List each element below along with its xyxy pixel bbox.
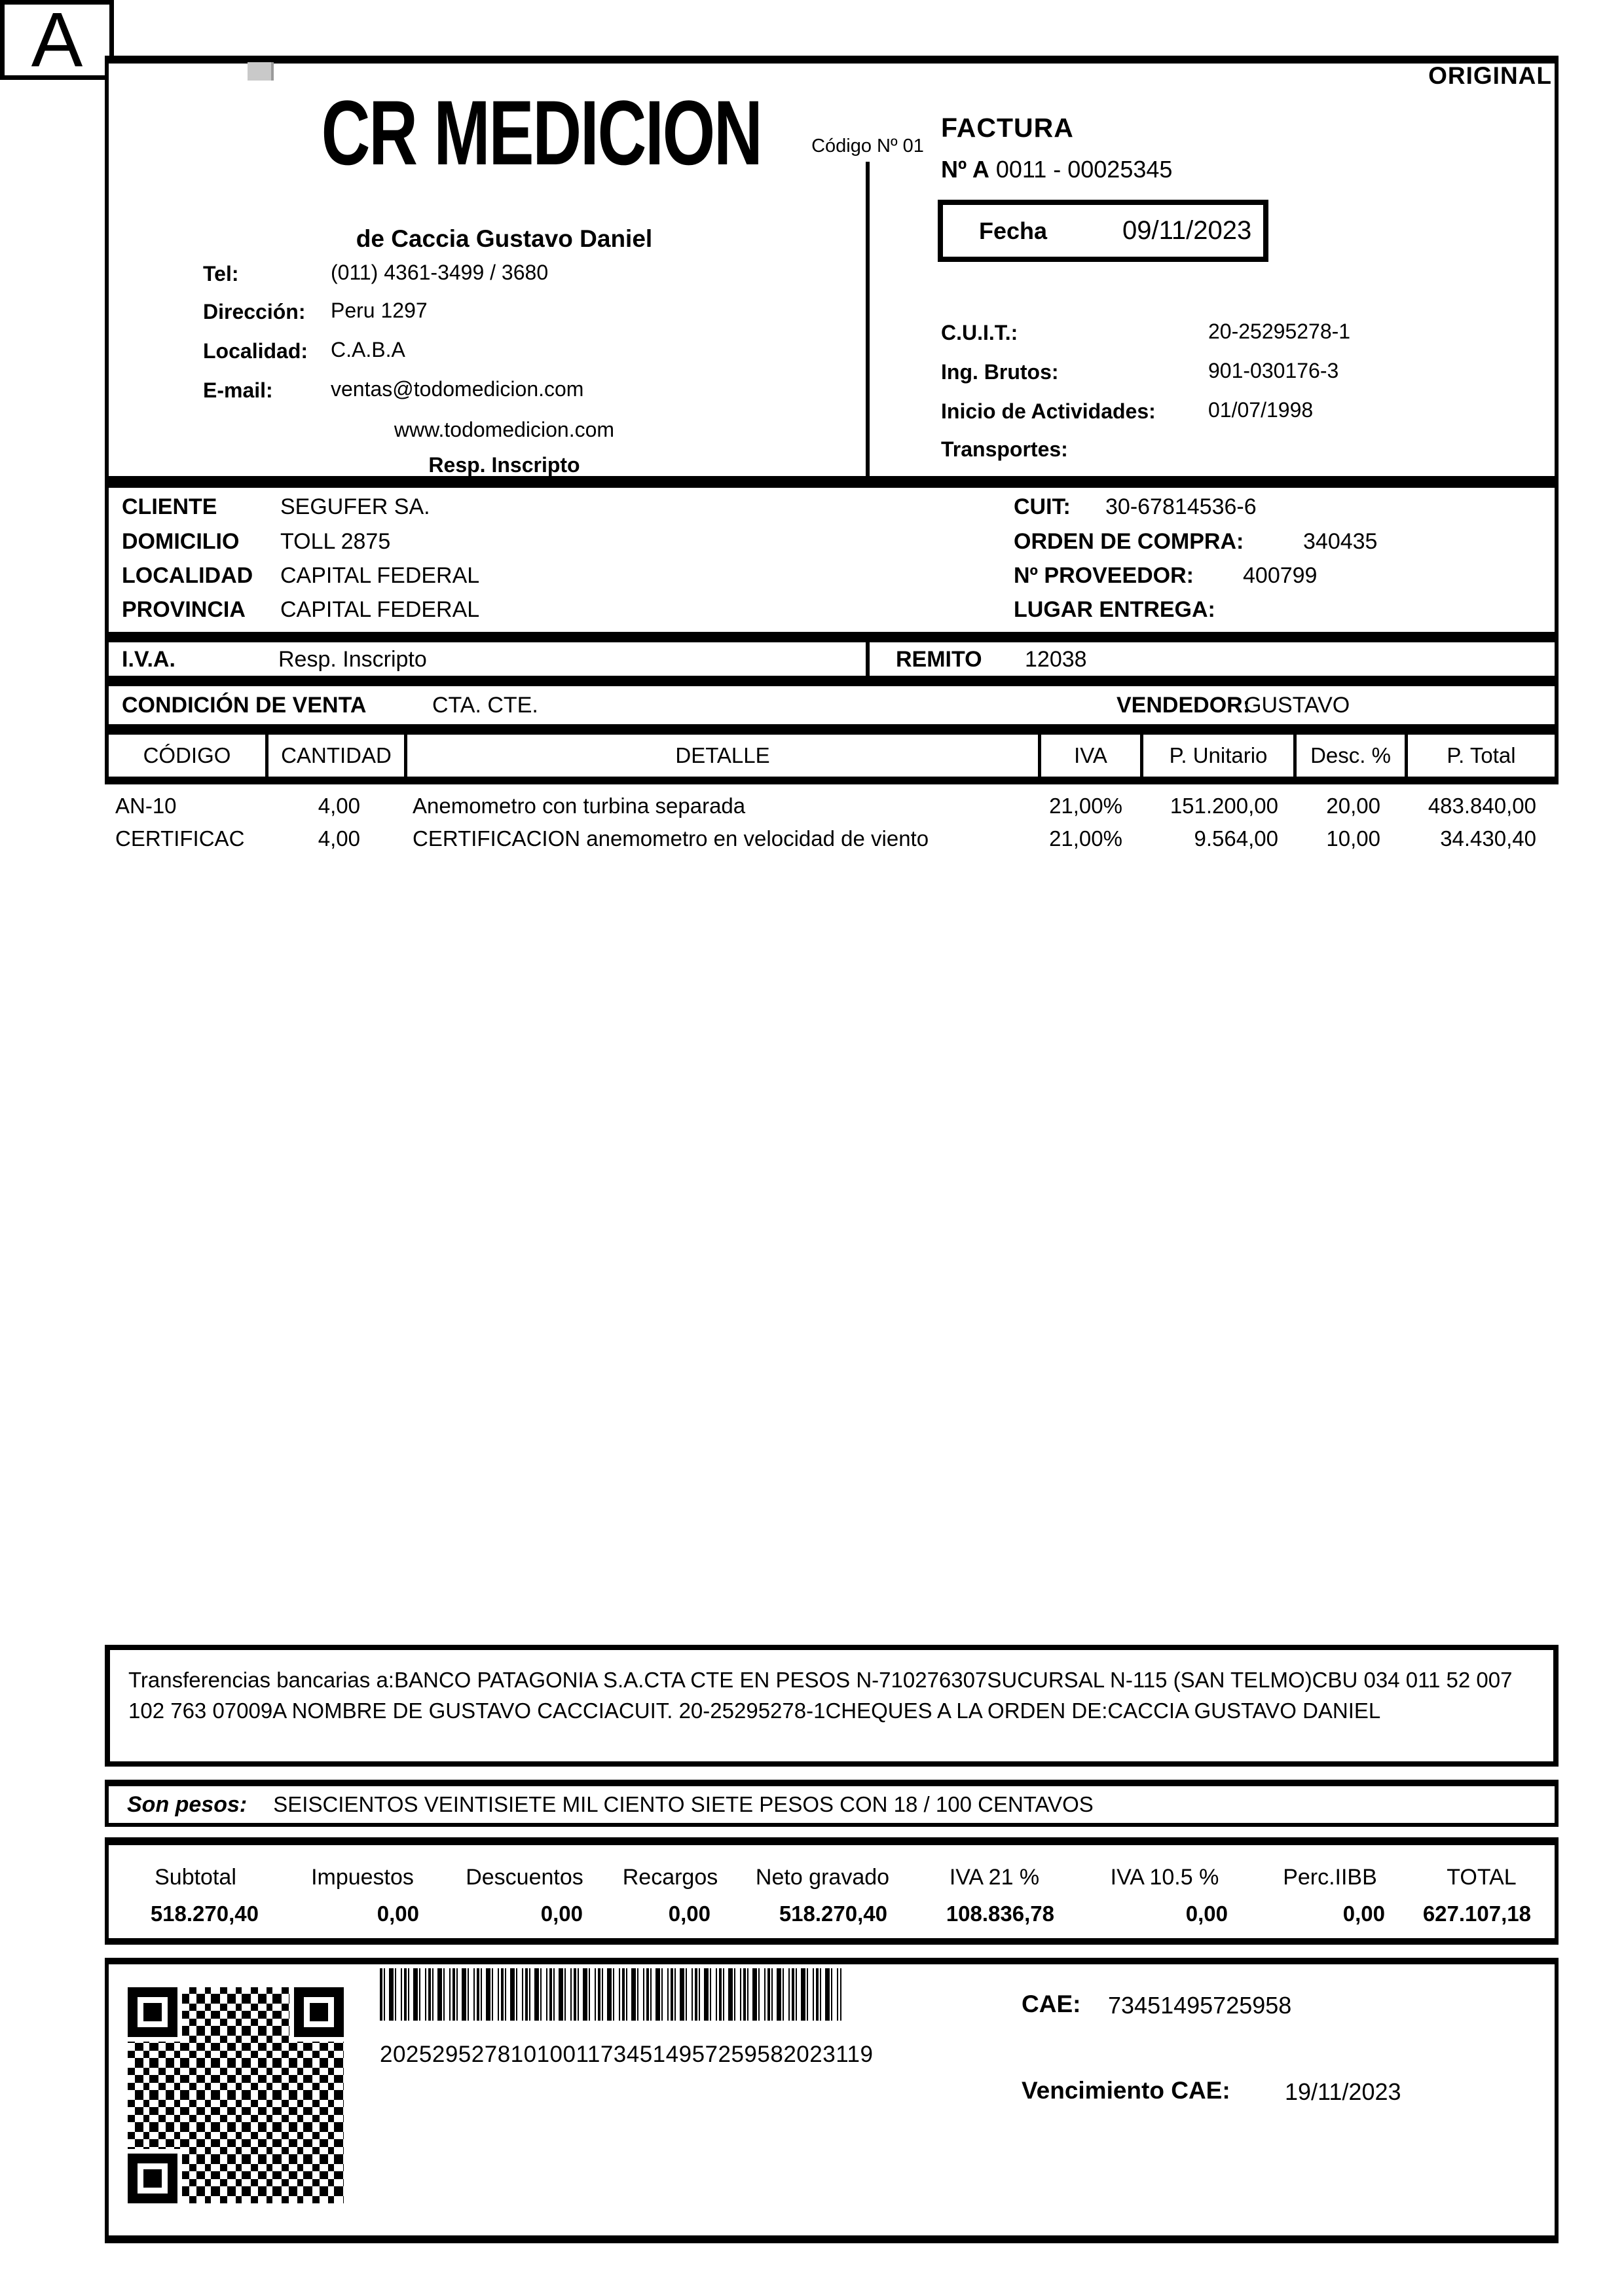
client-province-label: PROVINCIA	[122, 597, 246, 622]
qr-finder-top-left	[128, 1987, 177, 2037]
client-province: CAPITAL FEDERAL	[280, 597, 480, 622]
cae-label: CAE:	[1022, 1991, 1081, 2017]
item-row	[109, 794, 1555, 818]
company-website: www.todomedicion.com	[394, 418, 615, 441]
iva105-label: IVA 10.5 %	[1110, 1865, 1219, 1890]
item-code: AN-10	[115, 794, 177, 818]
date-value: 09/11/2023	[1122, 216, 1252, 245]
totals-values	[109, 1901, 1555, 1926]
address-value: Peru 1297	[331, 299, 428, 322]
invoice-letter: A	[31, 0, 83, 83]
item-iva: 21,00%	[1049, 826, 1122, 851]
item-discount: 20,00	[1326, 794, 1380, 818]
company-logo: CR MEDICION	[321, 81, 762, 184]
item-detail: Anemometro con turbina separada	[413, 794, 746, 818]
remito-label: REMITO	[896, 647, 982, 672]
items-table-header	[105, 728, 1559, 784]
remito-number: 12038	[1025, 647, 1087, 672]
vendor-number: 400799	[1243, 563, 1318, 588]
city-label: Localidad:	[203, 339, 308, 363]
client-label: CLIENTE	[122, 494, 217, 519]
invoice-letter-box	[0, 0, 114, 83]
client-name: SEGUFER SA.	[280, 494, 430, 519]
qr-finder-bottom-left	[128, 2154, 177, 2203]
item-code: CERTIFICAC	[115, 826, 245, 851]
item-quantity: 4,00	[318, 826, 360, 851]
item-iva: 21,00%	[1049, 794, 1122, 818]
iva-label: I.V.A.	[122, 647, 175, 672]
iva-value: Resp. Inscripto	[278, 647, 427, 672]
item-detail: CERTIFICACION anemometro en velocidad de viento	[413, 826, 929, 851]
col-header-code: CÓDIGO	[109, 735, 268, 777]
perc-iibb-label: Perc.IIBB	[1283, 1865, 1377, 1890]
taxes-value: 0,00	[377, 1901, 419, 1926]
qr-finder-top-right	[294, 1987, 344, 2037]
subtotal-value: 518.270,40	[150, 1901, 259, 1926]
delivery-place-label: LUGAR ENTREGA:	[1014, 597, 1215, 622]
cae-barcode-number: 20252952781010011734514957259582023119	[380, 2042, 874, 2067]
amount-in-words-label: Son pesos:	[127, 1791, 248, 1817]
col-header-iva: IVA	[1041, 735, 1143, 777]
net-taxed-value: 518.270,40	[779, 1901, 887, 1926]
cae-barcode	[380, 1968, 841, 2021]
col-header-unit-price: P. Unitario	[1143, 735, 1297, 777]
iva21-value: 108.836,78	[946, 1901, 1054, 1926]
discounts-value: 0,00	[540, 1901, 583, 1926]
document-number-prefix: Nº A	[941, 156, 989, 183]
col-header-detail: DETALLE	[407, 735, 1041, 777]
item-total: 34.430,40	[1440, 826, 1536, 851]
perc-iibb-value: 0,00	[1342, 1901, 1385, 1926]
totals-headers	[109, 1865, 1555, 1890]
amount-in-words-value: SEISCIENTOS VEINTISIETE MIL CIENTO SIETE PESOS CON 18 / 100 CENTAVOS	[273, 1792, 1094, 1816]
vendor-number-label: Nº PROVEEDOR:	[1014, 563, 1194, 588]
address-label: Dirección:	[203, 300, 306, 323]
client-address-label: DOMICILIO	[122, 529, 240, 554]
iva21-label: IVA 21 %	[949, 1865, 1040, 1890]
company-tax-status: Resp. Inscripto	[428, 453, 580, 477]
email-label: E-mail:	[203, 378, 273, 402]
client-city: CAPITAL FEDERAL	[280, 563, 480, 588]
client-cuit-label: CUIT:	[1014, 494, 1071, 519]
surcharges-label: Recargos	[622, 1865, 718, 1890]
net-taxed-label: Neto gravado	[755, 1865, 890, 1890]
purchase-order: 340435	[1303, 529, 1378, 554]
sale-condition-value: CTA. CTE.	[432, 693, 538, 718]
cae-number: 73451495725958	[1108, 1992, 1292, 2019]
activity-start-value: 01/07/1998	[1208, 398, 1314, 422]
ing-brutos-value: 901-030176-3	[1208, 359, 1339, 382]
client-address: TOLL 2875	[280, 529, 391, 554]
iva105-value: 0,00	[1185, 1901, 1228, 1926]
tel-label: Tel:	[203, 262, 239, 285]
invoice-letter-code: Código Nº 01	[811, 136, 924, 156]
ing-brutos-label: Ing. Brutos:	[941, 360, 1059, 384]
tel-value: (011) 4361-3499 / 3680	[331, 261, 549, 284]
item-total: 483.840,00	[1428, 794, 1536, 818]
taxes-label: Impuestos	[311, 1865, 414, 1890]
item-quantity: 4,00	[318, 794, 360, 818]
seller-label: VENDEDOR:	[1116, 693, 1251, 718]
col-header-discount: Desc. %	[1297, 735, 1408, 777]
total-label: TOTAL	[1447, 1865, 1517, 1890]
iva-row-divider	[866, 636, 870, 680]
document-number-value: 0011 - 00025345	[995, 156, 1173, 183]
item-unit-price: 9.564,00	[1194, 826, 1278, 851]
header-divider	[866, 162, 870, 480]
seller-name: GUSTAVO	[1244, 693, 1350, 718]
col-header-total: P. Total	[1447, 743, 1516, 767]
purchase-order-label: ORDEN DE COMPRA:	[1014, 529, 1244, 554]
subtotal-label: Subtotal	[155, 1865, 236, 1890]
document-number	[941, 156, 1172, 183]
total-value: 627.107,18	[1422, 1901, 1531, 1926]
bank-transfer-note: Transferencias bancarias a:BANCO PATAGONIA S.A.CTA CTE EN PESOS N-710276307SUCURSAL N-115 (SAN TELMO)CBU 034 011 52 007 102 763 07009A NOMBRE DE GUSTAVO CACCIACUIT. 20-25295278-1CHEQUES A LA ORDEN DE:CACCIA GUSTAVO DANIEL	[105, 1645, 1559, 1767]
transport-label: Transportes:	[941, 437, 1068, 461]
document-type: FACTURA	[941, 113, 1074, 143]
date-label: Fecha	[979, 217, 1048, 244]
company-owner-name: de Caccia Gustavo Daniel	[356, 225, 653, 252]
surcharges-value: 0,00	[668, 1901, 710, 1926]
col-header-quantity: CANTIDAD	[268, 735, 407, 777]
city-value: C.A.B.A	[331, 338, 405, 361]
discounts-label: Descuentos	[466, 1865, 583, 1890]
date-box	[938, 200, 1268, 262]
amount-in-words-row	[105, 1780, 1559, 1827]
copy-type-label: ORIGINAL	[1428, 62, 1552, 89]
scan-artifact	[248, 62, 274, 81]
cuit-value: 20-25295278-1	[1208, 320, 1351, 343]
client-city-label: LOCALIDAD	[122, 563, 253, 588]
cae-due-label: Vencimiento CAE:	[1022, 2077, 1230, 2104]
totals-section	[105, 1837, 1559, 1945]
email-value: ventas@todomedicion.com	[331, 377, 584, 401]
item-row	[109, 826, 1555, 851]
cuit-label: C.U.I.T.:	[941, 321, 1018, 344]
item-unit-price: 151.200,00	[1170, 794, 1278, 818]
cae-due-date: 19/11/2023	[1285, 2078, 1401, 2105]
afip-qr-code	[128, 1987, 344, 2203]
activity-start-label: Inicio de Actividades:	[941, 399, 1156, 423]
item-discount: 10,00	[1326, 826, 1380, 851]
sale-condition-label: CONDICIÓN DE VENTA	[122, 693, 367, 718]
client-cuit: 30-67814536-6	[1105, 494, 1257, 519]
